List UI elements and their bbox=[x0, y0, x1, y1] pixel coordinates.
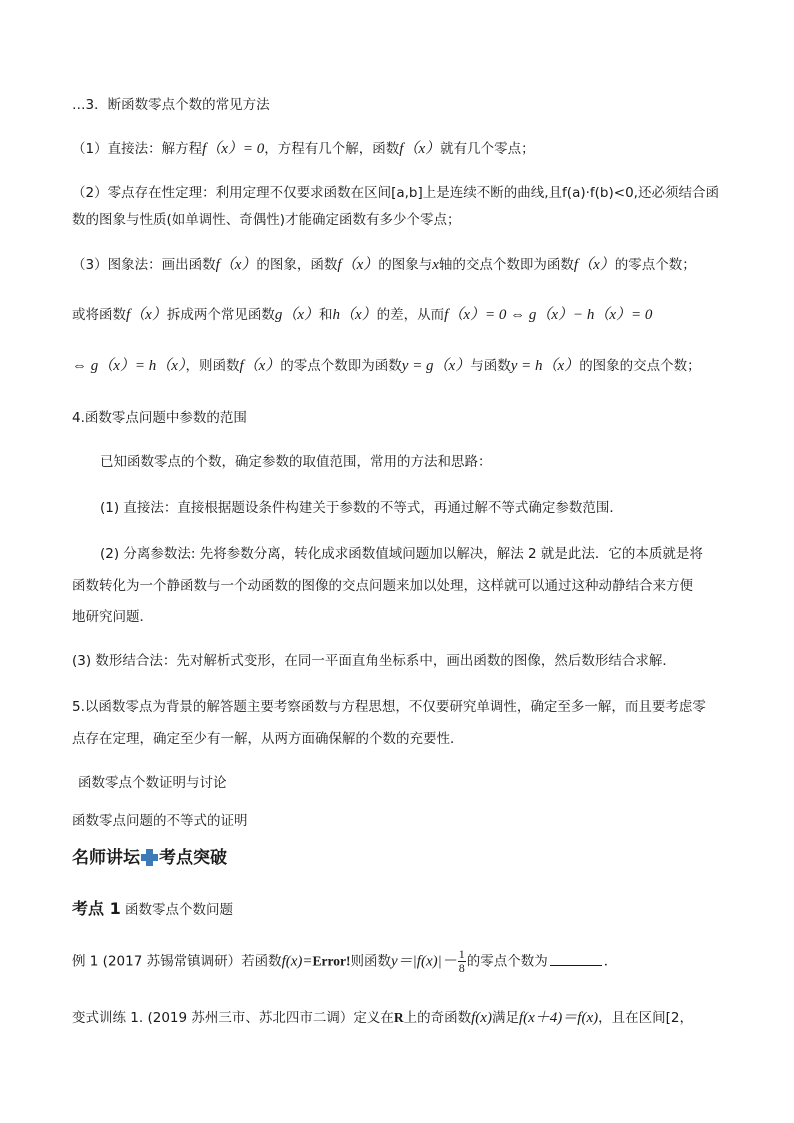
banner-right: 考点突破 bbox=[159, 848, 227, 868]
topic-item-a: 函数零点个数证明与讨论 bbox=[78, 775, 227, 791]
text: 的零点个数为 bbox=[466, 953, 548, 970]
method-2-line-2: 数的图象与性质(如单调性、奇偶性)才能确定函数有多少个零点； bbox=[72, 212, 461, 228]
text: 则函数 bbox=[350, 953, 392, 970]
method-3-graph bbox=[72, 254, 754, 276]
text: ，方程有几个解，函数 bbox=[264, 141, 400, 157]
function-symbol: h（x） bbox=[332, 307, 377, 323]
section-3-title: …3．断函数零点个数的常见方法 bbox=[72, 97, 270, 113]
function-symbol: f（x） bbox=[337, 257, 379, 273]
kaodian-title: 函数零点个数问题 bbox=[125, 902, 234, 918]
topic-item-b: 函数零点问题的不等式的证明 bbox=[72, 813, 248, 829]
method-3-equivalence bbox=[72, 355, 754, 377]
error-text: Error! bbox=[312, 953, 351, 969]
example-1 bbox=[72, 948, 754, 975]
section-4-intro: 已知函数零点的个数，确定参数的取值范围，常用的方法和思路： bbox=[100, 454, 492, 470]
section-4-title: 4.函数零点问题中参数的范围 bbox=[72, 410, 247, 426]
text: 拆成两个常见函数 bbox=[166, 307, 275, 323]
text: （3）图象法：画出函数 bbox=[72, 257, 216, 273]
section-4-method-2-line-3: 地研究问题． bbox=[72, 609, 153, 625]
equation: y = h（x） bbox=[510, 358, 580, 374]
answer-blank bbox=[550, 951, 602, 966]
text: 满足 bbox=[491, 1010, 519, 1026]
section-4-method-2-line-2: 函数转化为一个静函数与一个动函数的图像的交点问题来加以处理，这样就可以通过这种动静结合来方便 bbox=[72, 578, 693, 594]
text: 的图象，函数 bbox=[256, 257, 338, 273]
axis-symbol: x bbox=[432, 257, 439, 273]
section-5-line-1: 5.以函数零点为背景的解答题主要考察函数与方程思想，不仅要研究单调性，确定至多一解，而且要考虑零 bbox=[72, 699, 706, 715]
text: 的图象与 bbox=[378, 257, 433, 273]
equation: f（x）= 0 bbox=[202, 141, 265, 157]
text: 的零点个数即为函数 bbox=[280, 358, 402, 374]
equation: ⇔ g（x）= h（x） bbox=[72, 358, 186, 374]
function-symbol: f（x） bbox=[126, 307, 167, 323]
method-3-split bbox=[72, 304, 754, 326]
equation: y＝|f(x)|－ bbox=[391, 953, 457, 970]
section-5-line-2: 点存在定理，确定至少有一解，从两方面确保解的个数的充要性． bbox=[72, 731, 464, 747]
function-symbol: f(x) bbox=[471, 1010, 492, 1026]
text: 的图象的交点个数； bbox=[579, 358, 701, 374]
fraction-denominator: 8 bbox=[458, 961, 465, 975]
text: （1）直接法：解方程 bbox=[72, 141, 203, 157]
equation: f（x）= 0 ⇔ g（x）− h（x）= 0 bbox=[444, 307, 653, 323]
section-4-method-1: (1) 直接法：直接根据题设条件构建关于参数的不等式，再通过解不等式确定参数范围． bbox=[100, 500, 623, 516]
text: ，则函数 bbox=[185, 358, 240, 374]
text: 例 1 (2017 苏锡常镇调研）若函数 bbox=[72, 953, 282, 970]
kaodian-label: 考点 1 bbox=[72, 899, 121, 918]
section-4-method-3: (3) 数形结合法：先对解析式变形，在同一平面直角坐标系中，画出函数的图像，然后数形结合求解． bbox=[72, 653, 676, 669]
equation: f(x＋4)＝f(x) bbox=[518, 1010, 599, 1026]
banner-left: 名师讲坛 bbox=[72, 848, 140, 868]
text: 和 bbox=[319, 307, 333, 323]
banner-heading bbox=[72, 847, 754, 869]
method-1-direct bbox=[72, 138, 754, 160]
function-symbol: f（x） bbox=[399, 141, 441, 157]
section-4-method-2-line-1: (2) 分离参数法: 先将参数分离，转化成求函数值域问题加以解决，解法 2 就是此法．它的本质就是将 bbox=[100, 546, 703, 562]
text: 轴的交点个数即为函数 bbox=[438, 257, 574, 273]
text: 变式训练 1. (2019 苏州三市、苏北四市二调）定义在 bbox=[72, 1010, 394, 1026]
text: 与函数 bbox=[470, 358, 511, 374]
cross-icon bbox=[141, 849, 158, 866]
text: 或将函数 bbox=[72, 307, 126, 323]
function-symbol: f（x） bbox=[239, 358, 281, 374]
fraction bbox=[458, 948, 466, 975]
equation: y = g（x） bbox=[401, 358, 471, 374]
function-symbol: f（x） bbox=[215, 257, 257, 273]
text: 就有几个零点； bbox=[440, 141, 535, 157]
variation-1 bbox=[72, 1007, 774, 1029]
function-symbol: f(x)= bbox=[281, 953, 313, 970]
text: 的差，从而 bbox=[376, 307, 445, 323]
text: 的零点个数； bbox=[614, 257, 696, 273]
function-symbol: f（x） bbox=[573, 257, 615, 273]
text: ． bbox=[603, 953, 618, 970]
function-symbol: g（x） bbox=[274, 307, 319, 323]
reals-symbol: R bbox=[393, 1010, 404, 1025]
fraction-numerator: 1 bbox=[458, 947, 465, 961]
text: ，且在区间[2， bbox=[598, 1010, 693, 1026]
text: 上的奇函数 bbox=[403, 1010, 472, 1026]
kaodian-1-heading bbox=[72, 898, 754, 921]
method-2-line-1: （2）零点存在性定理：利用定理不仅要求函数在区间[a,b]上是连续不断的曲线,且f(a)·f(b)<0,还必须结合函 bbox=[72, 185, 719, 201]
